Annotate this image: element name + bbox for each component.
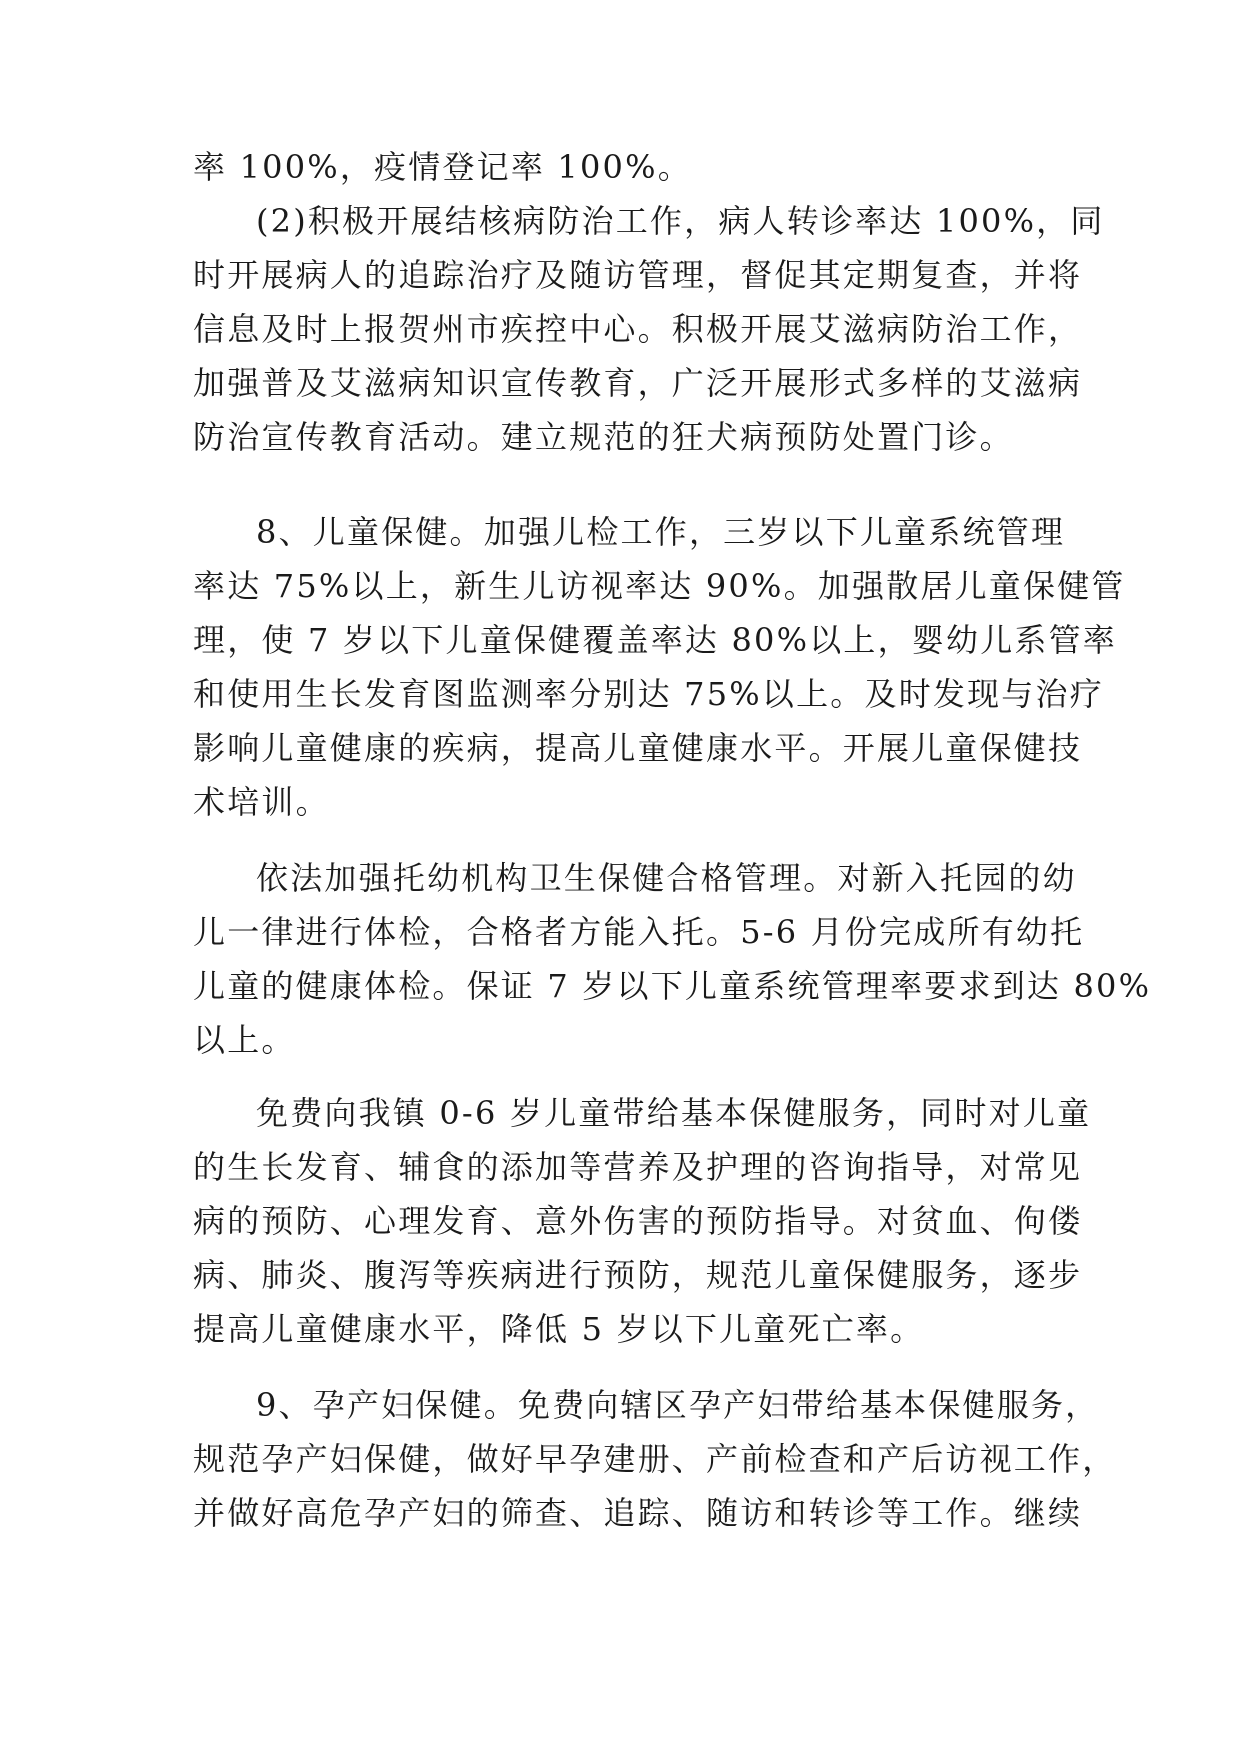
text-line: 儿一律进行体检，合格者方能入托。5-6 月份完成所有幼托: [193, 913, 1085, 951]
text-line: 防治宣传教育活动。建立规范的狂犬病预防处置门诊。: [193, 418, 1014, 456]
text-line: 影响儿童健康的疾病，提高儿童健康水平。开展儿童保健技: [193, 729, 1083, 767]
text-line: 时开展病人的追踪治疗及随访管理，督促其定期复查，并将: [193, 256, 1083, 294]
text-line: 理，使 7 岁以下儿童保健覆盖率达 80%以上，婴幼儿系管率: [193, 621, 1118, 659]
text-line: 儿童的健康体检。保证 7 岁以下儿童系统管理率要求到达 80%: [193, 967, 1152, 1005]
text-line: 病的预防、心理发育、意外伤害的预防指导。对贫血、佝偻: [193, 1202, 1083, 1240]
text-line: 8、儿童保健。加强儿检工作，三岁以下儿童系统管理: [256, 513, 1066, 551]
text-line: 信息及时上报贺州市疾控中心。积极开展艾滋病防治工作，: [193, 310, 1083, 348]
text-line: 规范孕产妇保健，做好早孕建册、产前检查和产后访视工作，: [193, 1440, 1117, 1478]
text-line: 9、孕产妇保健。免费向辖区孕产妇带给基本保健服务，: [256, 1386, 1100, 1424]
text-line: 率 100%，疫情登记率 100%。: [193, 148, 692, 186]
text-line: 依法加强托幼机构卫生保健合格管理。对新入托园的幼: [256, 859, 1077, 897]
text-line: 加强普及艾滋病知识宣传教育，广泛开展形式多样的艾滋病: [193, 364, 1083, 402]
text-line: 的生长发育、辅食的添加等营养及护理的咨询指导，对常见: [193, 1148, 1083, 1186]
text-line: 病、肺炎、腹泻等疾病进行预防，规范儿童保健服务，逐步: [193, 1256, 1083, 1294]
text-line: 术培训。: [193, 783, 330, 821]
text-line: 提高儿童健康水平，降低 5 岁以下儿童死亡率。: [193, 1310, 925, 1348]
text-line: (2)积极开展结核病防治工作，病人转诊率达 100%，同: [256, 202, 1105, 240]
text-line: 以上。: [193, 1021, 296, 1059]
text-line: 免费向我镇 0-6 岁儿童带给基本保健服务，同时对儿童: [256, 1094, 1092, 1132]
text-line: 率达 75%以上，新生儿访视率达 90%。加强散居儿童保健管: [193, 567, 1126, 605]
text-line: 并做好高危孕产妇的筛查、追踪、随访和转诊等工作。继续: [193, 1494, 1083, 1532]
text-line: 和使用生长发育图监测率分别达 75%以上。及时发现与治疗: [193, 675, 1104, 713]
